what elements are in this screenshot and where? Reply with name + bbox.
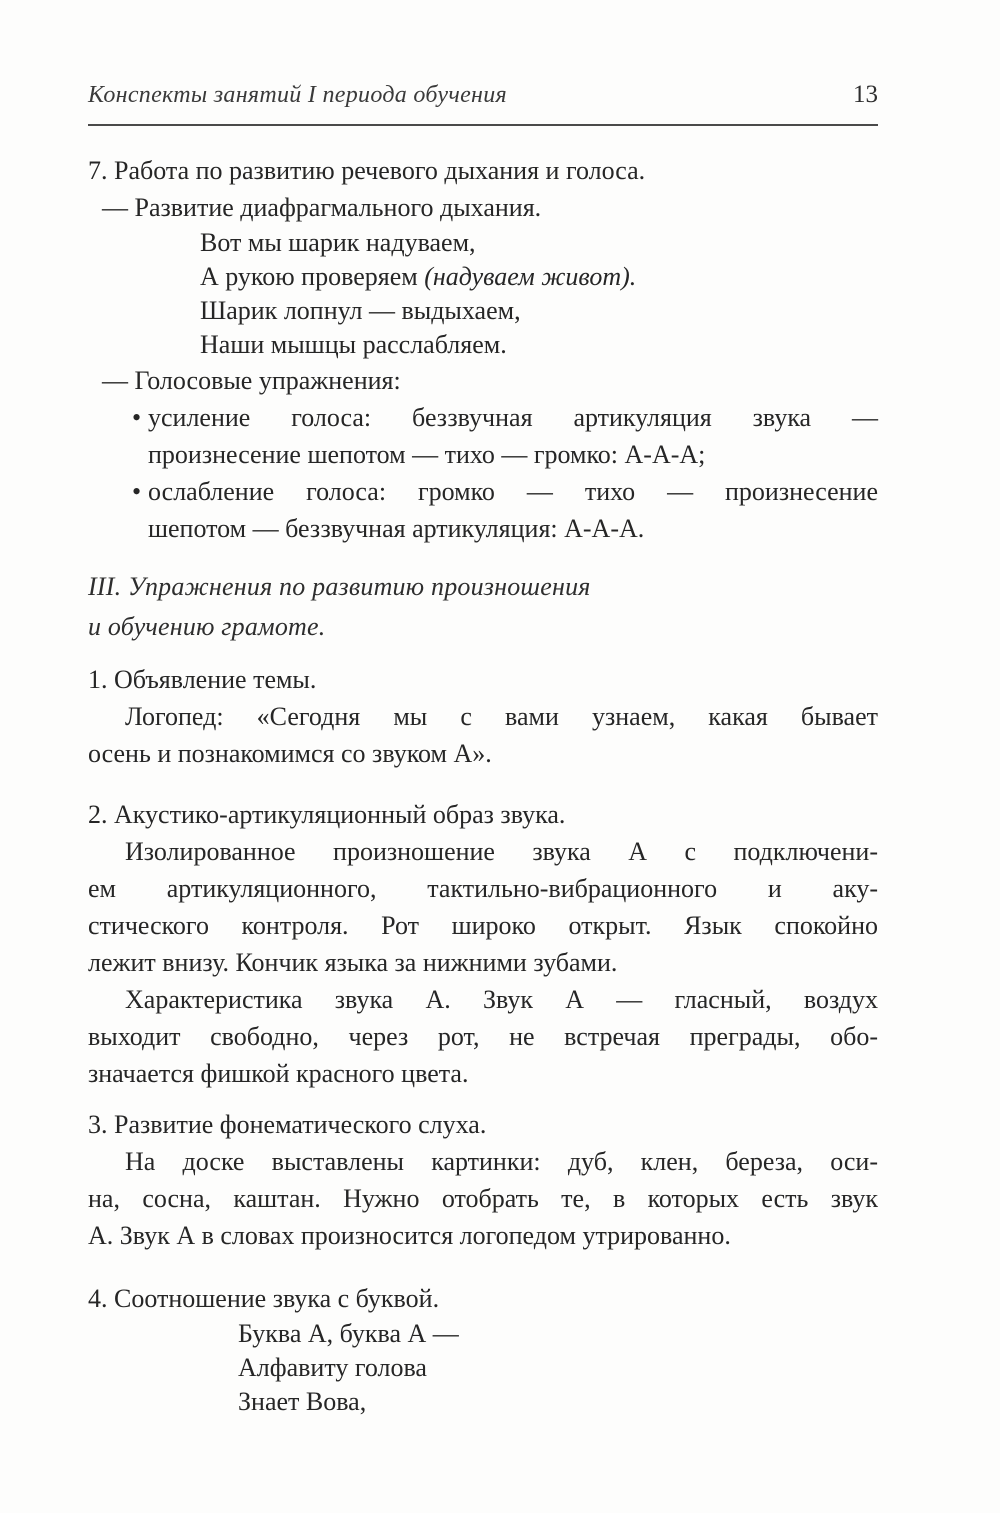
bullet-item-voice-strengthen [88, 399, 878, 473]
verse-line: Буква А, буква А — [238, 1319, 459, 1348]
bullet-dot-icon: • [132, 477, 142, 506]
verse-line: Знает Вова, [238, 1387, 367, 1416]
part-heading-line1: III. Упражнения по развитию произношения [88, 572, 591, 601]
paragraph-line: Изолированное произношение звука А с подключени- [125, 837, 878, 866]
section-2-acoustic-articulation [88, 796, 878, 1092]
verse-line2-normal: А рукою проверяем [200, 262, 418, 291]
section-4-title: 4. Соотношение звука с буквой. [88, 1284, 440, 1313]
section-7-breathing-voice [88, 152, 878, 547]
part-heading-line2: и обучению грамоте. [88, 612, 326, 641]
verse-line2-italic: (надуваем живот). [424, 262, 637, 291]
bullet-item-voice-weaken [88, 473, 878, 547]
paragraph-line: стического контроля. Рот широко открыт. Язык спокойно [88, 911, 878, 940]
section-4-sound-letter [88, 1280, 878, 1419]
part-heading-pronunciation-literacy [88, 567, 878, 647]
verse-balloon [200, 226, 878, 362]
header-rule [88, 124, 878, 126]
verse-line: Алфавиту голова [238, 1353, 427, 1382]
paragraph-line: на, сосна, каштан. Нужно отобрать те, в которых есть звук [88, 1184, 878, 1213]
section-3-phonemic-hearing [88, 1106, 878, 1254]
section-1-topic-announcement [88, 661, 878, 772]
verse-line: Вот мы шарик надуваем, [200, 228, 476, 257]
page-number: 13 [853, 81, 878, 108]
section-7-title: 7. Работа по развитию речевого дыхания и голоса. [88, 156, 646, 185]
section-3-title: 3. Развитие фонематического слуха. [88, 1110, 487, 1139]
verse-letter-a [238, 1317, 878, 1419]
dash-item-diaphragm: — Развитие диафрагмального дыхания. [102, 193, 542, 222]
verse-line: Наши мышцы расслабляем. [200, 330, 507, 359]
paragraph-line: На доске выставлены картинки: дуб, клен, береза, оси- [125, 1147, 878, 1176]
verse-line: Шарик лопнул — выдыхаем, [200, 296, 521, 325]
paragraph-line: Логопед: «Сегодня мы с вами узнаем, какая бывает [125, 702, 878, 731]
bullet-line: шепотом — беззвучная артикуляция: А-А-А. [148, 514, 645, 543]
bullet-line: ослабление голоса: громко — тихо — произнесение [148, 477, 878, 506]
paragraph-line: осень и познакомимся со звуком А». [88, 739, 492, 768]
paragraph-line: лежит внизу. Кончик языка за нижними зубами. [88, 948, 618, 977]
paragraph-line: выходит свободно, через рот, не встречая преграды, обо- [88, 1022, 878, 1051]
section-2-title: 2. Акустико-артикуляционный образ звука. [88, 800, 566, 829]
bullet-dot-icon: • [132, 403, 142, 432]
bullet-line: усиление голоса: беззвучная артикуляция звука — [148, 403, 878, 432]
paragraph-line: значается фишкой красного цвета. [88, 1059, 469, 1088]
bullet-line: произнесение шепотом — тихо — громко: А-А-А; [148, 440, 706, 469]
paragraph-line: Характеристика звука А. Звук А — гласный, воздух [125, 985, 878, 1014]
running-title: Конспекты занятий I периода обучения [88, 82, 508, 108]
section-1-title: 1. Объявление темы. [88, 665, 317, 694]
running-header [88, 80, 878, 110]
dash-item-voice-exercises: — Голосовые упражнения: [102, 366, 401, 395]
paragraph-line: ем артикуляционного, тактильно-вибрационного и аку- [88, 874, 878, 903]
paragraph-line: А. Звук А в словах произносится логопедом утрированно. [88, 1221, 731, 1250]
verse-line [200, 260, 878, 294]
